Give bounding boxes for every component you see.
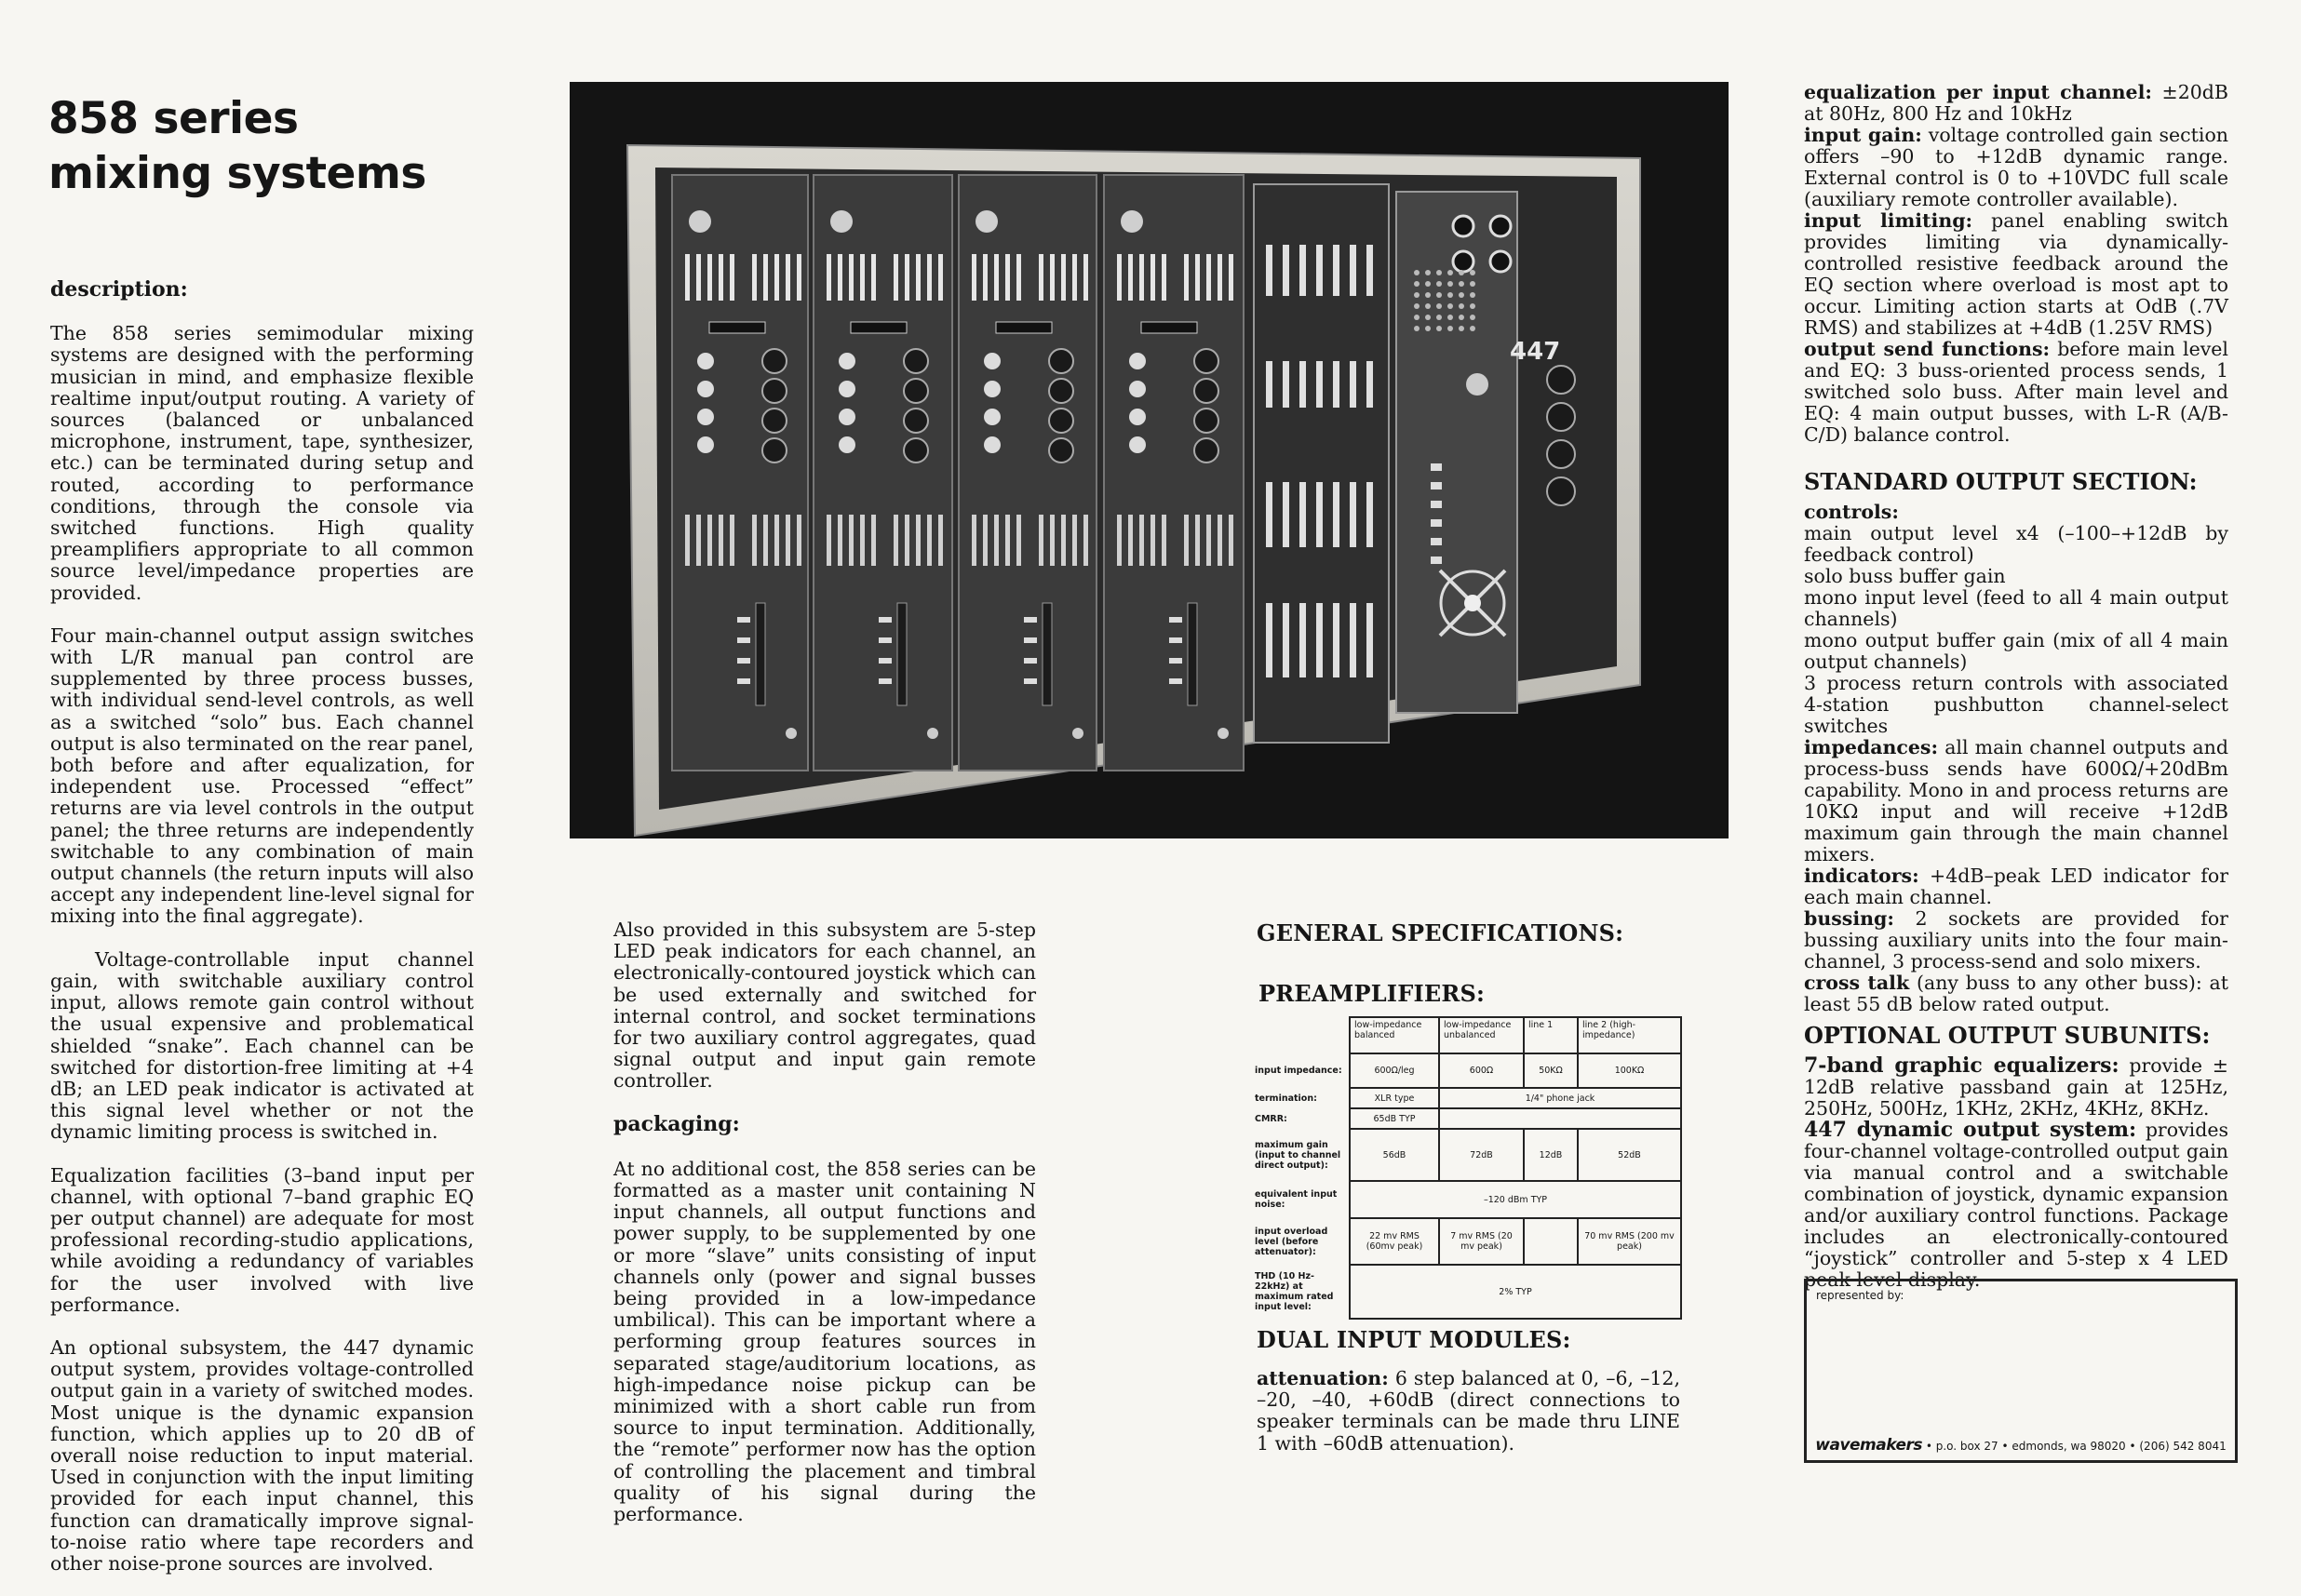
description-column: [50, 279, 474, 1596]
row-label-thd: THD (10 Hz-22kHz) at maximum rated input level:: [1255, 1271, 1334, 1312]
cell: 600Ω/leg: [1350, 1053, 1439, 1088]
specs-column: [1804, 82, 2228, 1291]
description-paragraph-1: The 858 series semimodular mixing systems are designed with the performing musician in mind, and emphasize flexible realtime input/output routing. A variety of sources (balanced or unbalanced microphone, instrument, tape, synthesizer, etc.) can be terminated during setup and routed, according to performance conditions, through the console via switched functions. High quality preamplifiers appropriate to all common source level/impedance properties are provided.: [50, 322, 474, 604]
cell: 70 mv RMS (200 mv peak): [1578, 1218, 1681, 1265]
cell: 12dB: [1524, 1129, 1578, 1181]
indicators-text: +4dB–peak LED indicator for each main channel.: [1804, 865, 2228, 908]
description-paragraph-2: Four main-channel output assign switches with L/R manual pan control are supplemented by three process busses, with individual send-level controls, as well as a switched “solo” bus. Each channel output is also terminated on the rear panel, both before and after equalization, for independent use. Processed “effect” returns are via level controls in the output panel; the three returns are independently switchable to any combination of main output channels (the return inputs will also accept any independent line-level signal for mixing into the final aggregate).: [50, 624, 474, 928]
description-paragraph-3: Voltage-controllable input channel gain, with switchable auxiliary control input, allows remote gain control without the usual expensive and problematical shielded “snake”. Each channel can be switched for distortion-free limiting at +4 dB; an LED peak indicator is activated at this signal level whether or not the dynamic limiting process is switched in.: [50, 947, 474, 1144]
controls-label: controls:: [1804, 501, 1899, 523]
header-line-2: line 2 (high-impedance): [1578, 1017, 1681, 1053]
attenuation-label: attenuation:: [1257, 1367, 1389, 1389]
eq-text: ±20dB at 80Hz, 800 Hz and 10kHz: [1804, 81, 2228, 125]
description-paragraph-4: Equalization facilities (3–band input per channel, with optional 7–band graphic EQ per output channel) are adequate for most professional recording-studio applications, while avoiding a redundancy of variables for the user involved with live performance.: [50, 1163, 474, 1316]
general-specifications-heading: GENERAL SPECIFICATIONS:: [1257, 919, 1624, 946]
controls-line: solo buss buffer gain: [1804, 565, 2006, 587]
company-footer: [1807, 1436, 2235, 1455]
wavemakers-logo: wavemakers: [1815, 1436, 1922, 1455]
cell: 65dB TYP: [1350, 1108, 1439, 1129]
send-label: output send functions:: [1804, 338, 2051, 360]
standard-output-heading: STANDARD OUTPUT SECTION:: [1804, 468, 2198, 495]
cell: 1/4" phone jack: [1439, 1088, 1681, 1108]
crosstalk-label: cross talk: [1804, 972, 1910, 994]
graphic-eq-text: provide ± 12dB relative passband gain at 125Hz, 250Hz, 500Hz, 1KHz, 2KHz, 4KHz, 8KHz.: [1804, 1054, 2228, 1120]
subsystem-paragraph: Also provided in this subsystem are 5-step LED peak indicators for each channel, an electronically-contoured joystick which can be used externally and switched for internal control, and socket terminations for two auxiliary control aggregates, quad signal output and input gain remote controller.: [613, 919, 1036, 1093]
bussing-label: bussing:: [1804, 907, 1894, 930]
packaging-paragraph: At no additional cost, the 858 series can be formatted as a master unit containing N input channels, all output functions and power supply, to be supplemented by one or more “slave” units consisting of input channels only (power and signal busses being provided in a low-impedance umbilical). This can be important where a performing group features sources in separated stage/auditorium locations, as high-impedance noise pickup can be minimized with a short cable run from source to input termination. Additionally, the “remote” performer now has the option of controlling the placement and timbral quality of his signal during the performance.: [613, 1157, 1036, 1526]
row-label-input-impedance: input impedance:: [1255, 1066, 1342, 1076]
impedances-text: all main channel outputs and process-buss sends have 600Ω/+20dBm capability. Mono in and process returns are 10KΩ input and will receive +12dB maximum gain through the main channel mixers.: [1804, 736, 2228, 865]
packaging-heading: packaging:: [613, 1111, 740, 1136]
send-text: before main level and EQ: 3 buss-oriented process sends, 1 switched solo buss. After main level and EQ: 4 main output busses, with L-R (A/B-C/D) balance control.: [1804, 338, 2228, 446]
gain-label: input gain:: [1804, 124, 1922, 146]
row-label-noise: equivalent input noise:: [1255, 1189, 1338, 1210]
cell: 22 mv RMS (60mv peak): [1350, 1218, 1439, 1265]
controls-line: mono input level (feed to all 4 main output channels): [1804, 586, 2228, 630]
attenuation-text: 6 step balanced at 0, –6, –12, –20, –40, +60dB (direct connections to speaker terminals can be made thru LINE 1 with –60dB attenuation).: [1257, 1367, 1680, 1455]
console-photo: [570, 82, 1729, 838]
cell: 56dB: [1350, 1129, 1439, 1181]
description-heading: description:: [50, 277, 188, 302]
cell: 7 mv RMS (20 mv peak): [1439, 1218, 1524, 1265]
cell: 2% TYP: [1350, 1265, 1681, 1319]
bussing-text: 2 sockets are provided for bussing auxiliary units into the four main-channel, 3 process-send and solo mixers.: [1804, 907, 2228, 972]
company-address: • p.o. box 27 • edmonds, wa 98020 • (206) 542 8041: [1925, 1440, 2227, 1453]
cell: 72dB: [1439, 1129, 1524, 1181]
description-paragraph-5: An optional subsystem, the 447 dynamic output system, provides voltage-controlled output gain in a variety of switched modes. Most unique is the dynamic expansion function, which applies up to 20 dB of overall noise reduction to input material. Used in conjunction with the input limiting provided for each input channel, this function can dramatically improve signal-to-noise ratio where tape recorders and other noise-prone sources are involved.: [50, 1335, 474, 1575]
optional-output-heading: OPTIONAL OUTPUT SUBUNITS:: [1804, 1022, 2211, 1049]
header-line-1: line 1: [1524, 1017, 1578, 1053]
cell-empty: [1439, 1108, 1681, 1129]
header-low-imp-unbalanced: low-impedance unbalanced: [1439, 1017, 1524, 1053]
controls-line: 3 process return controls with associated 4-station pushbutton channel-select switches: [1804, 672, 2228, 737]
cell: XLR type: [1350, 1088, 1439, 1108]
attenuation-spec: [1257, 1368, 1680, 1455]
cell: 52dB: [1578, 1129, 1681, 1181]
limiting-text: panel enabling switch provides limiting via dynamically-controlled resistive feedback around the EQ section where overload is most apt to occur. Limiting action starts at OdB (.7V RMS) and stabilizes at +4dB (1.25V RMS): [1804, 209, 2228, 339]
header-low-imp-balanced: low-impedance balanced: [1350, 1017, 1439, 1053]
cell: 600Ω: [1439, 1053, 1524, 1088]
graphic-eq-label: 7-band graphic equalizers:: [1804, 1053, 2119, 1078]
dual-input-modules-heading: DUAL INPUT MODULES:: [1257, 1326, 1571, 1353]
indicators-label: indicators:: [1804, 865, 1919, 887]
cell: 100KΩ: [1578, 1053, 1681, 1088]
cell: –120 dBm TYP: [1350, 1181, 1681, 1218]
represented-by-box: [1804, 1279, 2238, 1463]
row-label-termination: termination:: [1255, 1093, 1317, 1104]
crosstalk-text: (any buss to any other buss): at least 55 dB below rated output.: [1804, 972, 2229, 1015]
impedances-label: impedances:: [1804, 736, 1939, 758]
row-label-cmrr: CMRR:: [1255, 1113, 1287, 1124]
preamp-spec-table: [1255, 1016, 1682, 1320]
represented-by-label: represented by:: [1816, 1289, 1904, 1302]
dynamic-output-text: provides four-channel voltage-controlled output gain via manual control and a switchable combination of joystick, dynamic expansion and/or auxiliary control functions. Package includes an electronically-contoured “joystick” controller and 5-step x 4 LED peak level display.: [1804, 1119, 2228, 1291]
limiting-label: input limiting:: [1804, 209, 1973, 232]
preamplifiers-heading: PREAMPLIFIERS:: [1258, 980, 1486, 1007]
controls-line: main output level x4 (–100–+12dB by feedback control): [1804, 522, 2228, 566]
eq-label: equalization per input channel:: [1804, 81, 2152, 103]
row-label-max-gain: maximum gain (input to channel direct output):: [1255, 1139, 1341, 1171]
cell: 50KΩ: [1524, 1053, 1578, 1088]
console-illustration: [570, 82, 1729, 838]
title-line-1: 858 series: [48, 93, 299, 144]
packaging-column: [613, 919, 1036, 1547]
cell: [1524, 1218, 1578, 1265]
gain-text: voltage controlled gain section offers –90 to +12dB dynamic range. External control is 0 to +10VDC full scale (auxiliary remote controller available).: [1804, 124, 2228, 210]
page-title: [48, 91, 532, 201]
controls-line: mono output buffer gain (mix of all 4 main output channels): [1804, 629, 2228, 673]
dynamic-output-label: 447 dynamic output system:: [1804, 1118, 2137, 1142]
row-label-overload: input overload level (before attenuator):: [1255, 1226, 1328, 1257]
title-line-2: mixing systems: [48, 148, 426, 199]
panel-447-label: 447: [1510, 338, 1561, 366]
